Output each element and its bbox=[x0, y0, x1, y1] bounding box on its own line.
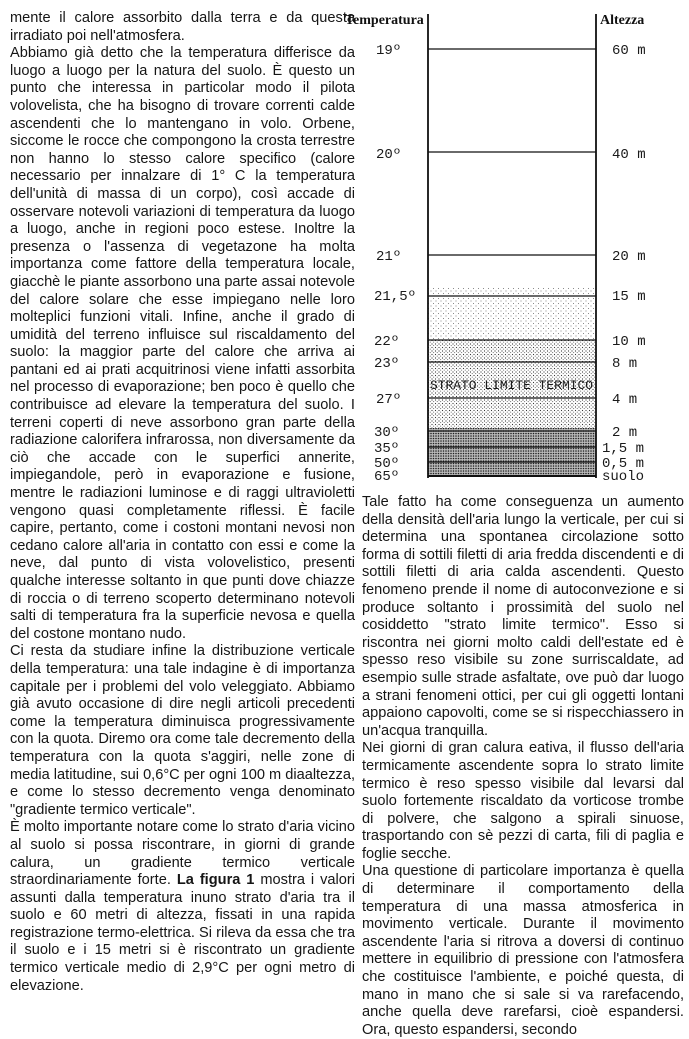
height-label: 15 m bbox=[612, 289, 646, 305]
paragraph-text: È molto importante notare come lo strato d'aria vicino al suolo si possa riscontrare, in giorni di grande calura, un gradiente termico verticale straordinariamente forte. bbox=[10, 819, 355, 889]
figure-reference: La figura 1 bbox=[176, 872, 255, 889]
dense-stipple-zone bbox=[428, 428, 596, 476]
height-label: 8 m bbox=[612, 356, 638, 372]
height-label: 10 m bbox=[612, 334, 646, 350]
temp-label: 35º bbox=[374, 441, 400, 457]
boundary-layer-label: STRATO LIMITE TERMICO bbox=[430, 379, 593, 393]
paragraph-text: mostra i valori assunti dalla temperatura inuno strato d'aria tra il suolo e 60 metri di altezza, fissati in una rapida registrazione termo-elettrica. Si rileva da essa che tra il suolo e i 15 metri si è riscontrato un gradiente termico verticale medio di 2,9°C per ogni metro di elevazione. bbox=[10, 872, 355, 994]
temp-label: 65º bbox=[374, 469, 400, 485]
figure-svg bbox=[340, 0, 689, 490]
height-label: suolo bbox=[602, 469, 645, 485]
left-text-column bbox=[10, 10, 355, 995]
temperature-profile-figure bbox=[340, 0, 689, 490]
paragraph: Abbiamo già detto che la temperatura differisce da luogo a luogo per la natura del suolo. È questo un punto che interessa in particolar modo il pilota volovelista, che ha bisogno di trovare correnti calde ascendenti che lo mantengano in volo. Orbene, siccome le rocce che compongono la crosta terrestre non hanno lo stesso calore specifico (calore necessario per innalzare di 1° C la temperatura dell'unità di massa di un corpo), così accade di osservare notevoli variazioni di temperatura da luogo a luogo, anche in regioni poco estese. Inoltre la presenza o l'assenza di vegetazone ha molta importanza come fattore della temperatura locale, giacchè le piante assorbono una parte assai notevole del calore solare che esse impiegano nelle loro molteplici funzioni vitali. Infine, anche il grado di umidità del terreno influisce sul riscaldamento del suolo: la maggior parte del calore che arriva ai pantani ed ai prati acquitrinosi viene infatti assorbita nel processo di evaporazione; ben poco è quello che contribuisce ad elevare la temperatura del suolo. I terreni coperti di neve assorbono gran parte della radiazione calorifera infrarossa, non diversamente da ciò che accade con le superfici annerite, impiegandole, però in evaporazione e fusione, mentre le radiazioni luminose e di raggi ultravioletti vengono quasi completamente riflessi. È facile capire, pertanto, come i costoni montani nevosi non cedano calore all'aria in contatto con essi e come la neve, dal punto di vista volovelistico, presenti qualche interesse soltanto in que punti dove chiazze di roccia o di terreno scoperto determinano notevoli salti di temperatura fra la superficie nevosa e quella del costone montano nudo. bbox=[10, 45, 355, 642]
temp-label: 27º bbox=[376, 392, 402, 408]
paragraph: mente il calore assorbito dalla terra e da questa irradiato poi nell'atmosfera. bbox=[10, 10, 355, 44]
temperature-header: Temperatura bbox=[345, 13, 424, 28]
temp-label: 21,5º bbox=[374, 289, 417, 305]
paragraph: Nei giorni di gran calura eativa, il flusso dell'aria termicamente ascendente sopra lo strato limite termico è reso spesso visibile dal levarsi dal suolo fortemente riscaldato da vorticose trombe di polvere, che salgono a spirali sinuose, trasportando con sè pezzi di carta, fili di paglia e foglie secche. bbox=[362, 740, 684, 862]
height-label: 0,5 m bbox=[602, 456, 645, 472]
temp-label: 19º bbox=[376, 43, 402, 59]
temp-label: 50º bbox=[374, 456, 400, 472]
height-label: 1,5 m bbox=[602, 441, 645, 457]
height-label: 60 m bbox=[612, 43, 646, 59]
height-label: 4 m bbox=[612, 392, 638, 408]
paragraph: Tale fatto ha come conseguenza un aumento della densità dell'aria lungo la verticale, per cui si determina una spontanea circolazione sotto forma di sottili filetti di aria fredda discendenti e di sottili filetti di aria calda ascendenti. Questo fenomeno prende il nome di autoconvezione e si produce soltanto i prossimità del suolo nel cosiddetto "strato limite termico". Esso si riscontra nei giorni molto caldi dell'estate ed è spesso reso visibile su zone surriscaldate, ad esempio sulle strade asfaltate, ove può dar luogo a strani fenomeni ottici, per cui gli oggetti lontani appaiono capovolti, come se si rispecchiassero in un'acqua tranquilla. bbox=[362, 494, 684, 739]
temp-label: 30º bbox=[374, 425, 400, 441]
height-header: Altezza bbox=[600, 13, 645, 28]
height-label: 2 m bbox=[612, 425, 638, 441]
temp-label: 20º bbox=[376, 147, 402, 163]
paragraph: Ci resta da studiare infine la distribuzione verticale della temperatura: una tale indagine è di importanza capitale per i problemi del volo veleggiato. Abbiamo già avuto occasione di dire negli articoli precedenti come la temperatura diminuisca progressivamente con la quota. Diremo ora come tale decremento della temperatura con la quota s'aggiri, nelle zone di media latitudine, sui 0,6°C per ogni 100 m diaaltezza, e come lo stesso decremento venga denominato "gradiente termico verticale". bbox=[10, 643, 355, 818]
paragraph: Una questione di particolare importanza è quella di determinare il comportamento della temperatura di una massa atmosferica in movimento verticale. Durante il movimento ascendente l'aria si ritrova a doversi di continuo mettere in equilibrio di pressione con l'atmosfera che costituisce l'ambiente, e poiché questa, di mano in mano che si sale si va rarefacendo, anche quella deve rarefarsi, cioè espandersi. Ora, questo espandersi, secondo bbox=[362, 863, 684, 1038]
right-text-column bbox=[362, 494, 684, 1039]
paragraph bbox=[10, 819, 355, 995]
temp-label: 21º bbox=[376, 249, 402, 265]
height-label: 20 m bbox=[612, 249, 646, 265]
temp-label: 23º bbox=[374, 356, 400, 372]
temp-label: 22º bbox=[374, 334, 400, 350]
height-label: 40 m bbox=[612, 147, 646, 163]
